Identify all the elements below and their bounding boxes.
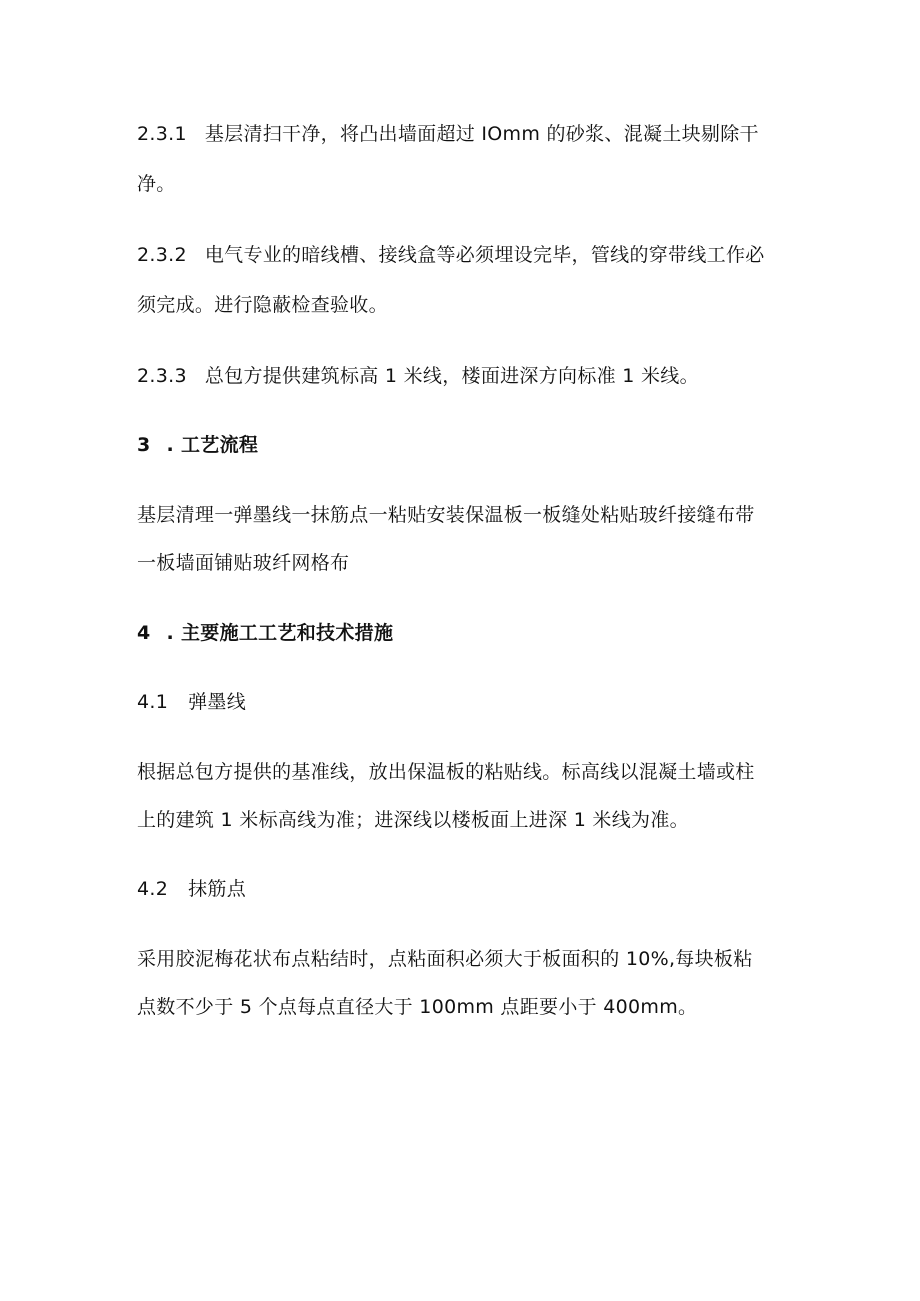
section-title: 弹墨线 [188,691,247,713]
paragraph-text: 一板墙面铺贴玻纤网格布 [137,552,350,574]
paragraph-text: 基层清理一弹墨线一抹筋点一粘贴安装保温板一板缝处粘贴玻纤接缝布带 [137,504,755,526]
section-number: 4.1 [137,691,169,713]
section-4-2-paragraph-line-2 [137,994,817,1020]
section-number: 2.3.3 [137,365,187,387]
heading-number: 3 [137,434,151,456]
section-number: 4.2 [137,878,169,900]
section-text: 净。 [137,173,176,195]
heading-4 [137,620,817,646]
section-title: 抹筋点 [188,878,247,900]
paragraph-text: 采用胶泥梅花状布点粘结时，点粘面积必须大于板面积的 10%,每块板粘 [137,948,753,970]
heading-3 [137,432,817,458]
paragraph-text: 上的建筑 1 米标高线为准；进深线以楼板面上进深 1 米线为准。 [137,809,689,831]
section-number: 2.3.1 [137,123,187,145]
process-flow-line-2 [137,550,817,576]
section-4-1-paragraph-line-1 [137,759,817,785]
section-text: 基层清扫干净，将凸出墙面超过 IOmm 的砂浆、混凝土块剔除干 [204,123,759,145]
section-2-3-2-line-2 [137,292,817,318]
section-2-3-3-line-1 [137,363,817,389]
section-2-3-1-line-1 [137,121,817,147]
section-4-2-paragraph-line-1 [137,946,817,972]
section-number: 2.3.2 [137,244,187,266]
section-text: 电气专业的暗线槽、接线盒等必须埋设完毕，管线的穿带线工作必 [204,244,765,266]
paragraph-text: 根据总包方提供的基准线，放出保温板的粘贴线。标高线以混凝土墙或柱 [137,761,755,783]
section-4-1-heading [137,689,817,715]
section-4-1-paragraph-line-2 [137,807,817,833]
section-2-3-1-line-2 [137,171,817,197]
heading-number: 4 [137,622,151,644]
section-text: 须完成。进行隐蔽检查验收。 [137,294,388,316]
section-2-3-2-line-1 [137,242,817,268]
process-flow-line-1 [137,502,817,528]
paragraph-text: 点数不少于 5 个点每点直径大于 100mm 点距要小于 400mm。 [137,996,698,1018]
heading-title: . 主要施工工艺和技术措施 [166,622,394,644]
heading-title: . 工艺流程 [166,434,259,456]
section-4-2-heading [137,876,817,902]
section-text: 总包方提供建筑标高 1 米线，楼面进深方向标准 1 米线。 [204,365,699,387]
